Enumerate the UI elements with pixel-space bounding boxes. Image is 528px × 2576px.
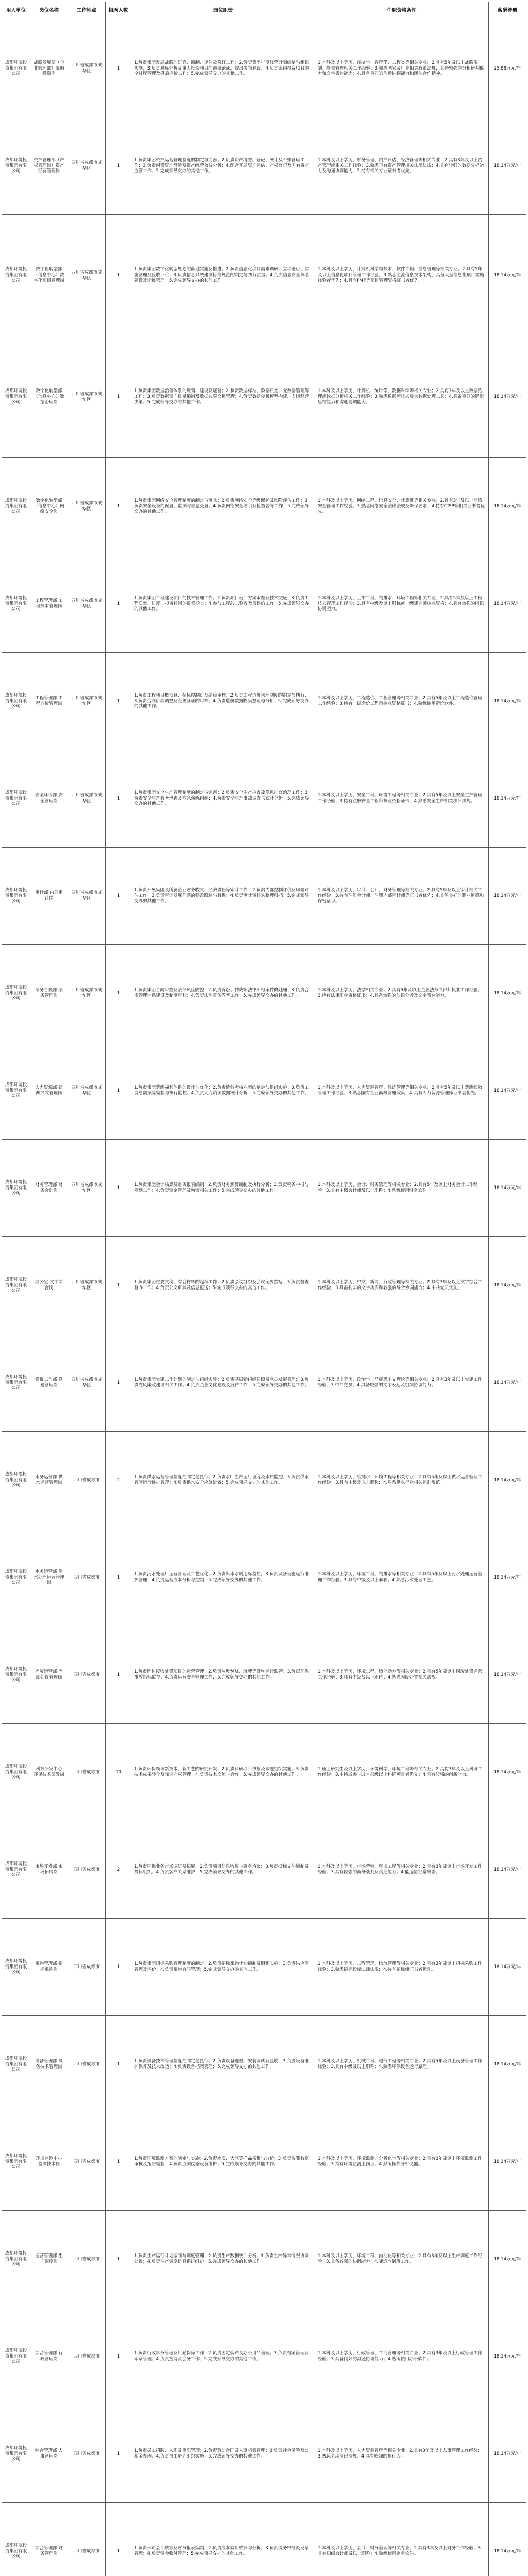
row-unit: 成都环境投资集团有限公司 [2,1919,30,2016]
row-requirements: 1.本科及以上学历，中文、新闻、行政管理等相关专业；2.具有3年及以上文字综合工作经验；3.具备扎实的文字功底和较强的综合协调能力；4.中共党员优先。 [315,1237,489,1334]
row-location: 四川省成都市 [68,1626,106,1724]
row-position: 水务运营部 污水处理运营管理岗 [30,1529,68,1626]
table-row [2,653,526,750]
row-salary: 18.14万元/年 [489,653,526,750]
row-count: 1 [106,848,131,945]
row-location: 四川省成都市成华区 [68,750,106,848]
row-duties: 1.负责集团重要文稿、综合材料的起草工作；2.负责会议组织及会议纪要撰写；3.负责督查督办工作；4.负责公文审核及信息报送；5.完成领导交办的其他工作。 [131,1237,315,1334]
table-row [2,2503,526,2576]
row-location: 四川省成都市成华区 [68,555,106,653]
row-unit: 成都环境投资集团有限公司 [2,20,30,117]
table-row [2,1432,526,1529]
row-position: 数字化转型部（信息中心）数字化项目管理岗 [30,215,68,336]
row-location: 四川省成都市 [68,1529,106,1626]
row-location: 四川省成都市 [68,2405,106,2503]
table-row [2,1140,526,1237]
row-salary: 18.14万元/年 [489,2308,526,2405]
row-duties: 1.负责公司会计核算及财务报表编制；2.负责成本费用核算与分析；3.负责税务申报及发票管理；4.负责资金收付管理；5.完成领导交办的其他工作。 [131,2503,315,2576]
row-salary: 18.14万元/年 [489,848,526,945]
row-requirements: 1.本科及以上学历，给排水、环境工程等相关专业；2.具有5年及以上供水运营管理工作经验；3.具有中级及以上职称；4.熟悉供水行业相关标准规范。 [315,1432,489,1529]
row-position: 人力资源部 薪酬绩效管理岗 [30,1042,68,1140]
row-location: 四川省成都市成华区 [68,1140,106,1237]
row-count: 1 [106,1626,131,1724]
row-requirements: 1.本科及以上学历，会计、财务管理等相关专业；2.具有3年及以上财务工作经验；3.具有初级会计师及以上职称；4.熟练使用财务软件。 [315,2503,489,2576]
row-duties: 1.负责集团网络安全管理制度的制定与落实；2.负责网络安全等级保护及风险评估工作；3.负责安全设备的配置、监测与应急处置；4.负责网络安全培训及检查督导工作；5.完成领导交办的其他工作。 [131,458,315,555]
row-count: 1 [106,215,131,336]
row-location: 四川省成都市 [68,2113,106,2211]
row-duties: 1.负责集团会计核算及财务报表编制；2.负责财务预算编制及执行分析；3.负责税务申报与筹划工作；4.负责资金管理及融资相关工作；5.完成领导交办的其他工作。 [131,1140,315,1237]
row-requirements: 1.本科及以上学历，网络工程、信息安全、计算机等相关专业；2.具有3年及以上网络安全管理工作经验；3.熟悉网络安全法律法规及等保要求；4.持有CISP等相关证书者优先。 [315,458,489,555]
row-salary: 18.14万元/年 [489,1432,526,1529]
row-salary: 18.14万元/年 [489,1821,526,1919]
row-count: 1 [106,1529,131,1626]
row-count: 1 [106,1042,131,1140]
row-requirements: 1.本科及以上学历，土木工程、给排水、环境工程等相关专业；2.具有5年及以上工程技术管理工作经验；3.具有中级及以上职称或一级建造师执业资格；4.具有较强的组织协调能力。 [315,555,489,653]
row-salary: 18.14万元/年 [489,1626,526,1724]
table-row [2,945,526,1042]
table-row [2,2405,526,2503]
row-requirements: 1.本科及以上学历，行政管理、工商管理等相关专业；2.具有3年及以上行政管理工作经验；3.具备良好的沟通协调能力；4.熟练使用办公软件。 [315,2308,489,2405]
row-salary: 18.14万元/年 [489,2503,526,2576]
table-row [2,1334,526,1432]
row-location: 四川省成都市成华区 [68,215,106,336]
row-unit: 成都环境投资集团有限公司 [2,1334,30,1432]
row-requirements: 1.本科及以上学历，环境工程、热能动力等相关专业；2.具有5年及以上固废处置运营工作经验；3.具有中级及以上职称；4.熟悉固废处置相关法规。 [315,1626,489,1724]
row-location: 四川省成都市成华区 [68,848,106,945]
row-position: 财务管理部 财务会计岗 [30,1140,68,1237]
row-count: 1 [106,750,131,848]
header-location: 工作地点 [68,2,106,20]
row-requirements: 1.本科及以上学历，环境监测、分析化学等相关专业；2.具有3年及以上环境监测工作经验；3.持有环境监测上岗证；4.熟练操作分析仪器。 [315,2113,489,2211]
row-requirements: 1.本科及以上学历，安全工程、环境工程等相关专业；2.具有5年及以上安全生产管理工作经验；3.持有注册安全工程师执业资格证书；4.熟悉安全生产相关法律法规。 [315,750,489,848]
table-row [2,1042,526,1140]
row-unit: 成都环境投资集团有限公司 [2,2113,30,2211]
row-unit: 成都环境投资集团有限公司 [2,1042,30,1140]
row-salary: 18.14万元/年 [489,1919,526,2016]
row-duties: 1.负责集团数据治理体系的规划、建设及运营；2.负责数据标准、数据质量、元数据管理等工作；3.负责数据资产目录编制及数据共享交换管理；4.负责数据分析模型构建，支撑经营决策；5.完成领导交办的其他工作。 [131,336,315,458]
row-location: 四川省成都市成华区 [68,20,106,117]
row-position: 法务合规部 法务管理岗 [30,945,68,1042]
recruitment-table [2,2,526,2576]
row-location: 四川省成都市成华区 [68,1237,106,1334]
row-requirements: 1.本科及以上学历，人力资源管理、经济管理等相关专业；2.具有5年及以上薪酬绩效管理工作经验；3.熟悉国有企业薪酬管理政策；4.具有人力资源管理师证书者优先。 [315,1042,489,1140]
row-unit: 成都环境投资集团有限公司 [2,1626,30,1724]
row-count: 1 [106,2308,131,2405]
row-salary: 18.14万元/年 [489,117,526,215]
row-salary: 18.14万元/年 [489,1724,526,1821]
row-unit: 成都环境投资集团有限公司 [2,555,30,653]
row-count: 1 [106,1140,131,1237]
row-unit: 成都环境投资集团有限公司 [2,1724,30,1821]
row-count: 1 [106,1334,131,1432]
row-count: 1 [106,2211,131,2308]
row-duties: 1.负责集团资产运营管理制度的制定与完善；2.负责资产清查、登记、统计及台账管理工作；3.负责闲置资产盘活及资产经营效益分析；4.配合开展资产评估、产权登记及国有资产监管工作；5.完成领导交办的其他工作。 [131,117,315,215]
row-count: 1 [106,117,131,215]
table-body [2,20,526,2576]
row-duties: 1.负责集团薪酬福利体系的设计与优化；2.负责绩效考核方案的制定与组织实施；3.负责工资总额预算编制与执行监控；4.负责人力资源数据统计分析；5.完成领导交办的其他工作。 [131,1042,315,1140]
row-location: 四川省成都市成华区 [68,117,106,215]
row-requirements: 1.本科及以上学历，会计、财务管理等相关专业；2.具有5年及以上财务会计工作经验；3.具有中级会计师及以上职称；4.熟练使用财务软件。 [315,1140,489,1237]
row-count: 2 [106,1432,131,1529]
row-location: 四川省成都市 [68,2503,106,2576]
table-row [2,336,526,458]
row-count: 10 [106,1724,131,1821]
row-position: 设备管理部 设备技术管理岗 [30,2016,68,2113]
row-requirements: 1.本科及以上学历，市场营销、环境工程等相关专业；2.具有3年及以上市场开发工作经验；3.具有较强的商务谈判及沟通能力；4.能适应经常出差。 [315,1821,489,1919]
row-position: 水务运营部 供水运营管理岗 [30,1432,68,1529]
row-position: 办公室 文字综合岗 [30,1237,68,1334]
row-salary: 18.14万元/年 [489,2016,526,2113]
row-requirements: 1.本科及以上学历，环境工程、给排水等相关专业；2.具有5年及以上污水处理运营管理工作经验；3.具有中级及以上职称；4.熟悉污水处理工艺。 [315,1529,489,1626]
row-location: 四川省成都市 [68,1919,106,2016]
row-duties: 1.负责设备技术管理制度的制定与执行；2.负责设备选型、安装调试及验收；3.负责设备维护保养及技术改造；4.负责设备档案管理；5.完成领导交办的其他工作。 [131,2016,315,2113]
row-unit: 成都环境投资集团有限公司 [2,1821,30,1919]
row-unit: 成都环境投资集团有限公司 [2,945,30,1042]
header-requirements: 任职资格条件 [315,2,489,20]
row-requirements: 1.本科及以上学历，环境工程、自动化等相关专业；2.具有3年及以上生产调度工作经验；3.具备较强的协调能力；4.能适应倒班工作。 [315,2211,489,2308]
table-row [2,1724,526,1821]
table-row [2,750,526,848]
row-salary: 18.14万元/年 [489,2405,526,2503]
table-row [2,1626,526,1724]
row-position: 安全环保部 安全管理岗 [30,750,68,848]
row-duties: 1.负责工程项目概预算、招标控制价及结算审核；2.负责工程造价管理制度的制定与执行；3.负责合同价款调整及变更签证的审核；4.负责造价数据收集整理与分析；5.完成领导交办的其他工作。 [131,653,315,750]
row-duties: 1.负责环保领域新技术、新工艺的研究开发；2.负责科研项目申报及课题组织实施；3.负责技术成果转化及知识产权管理；4.负责技术交流与合作；5.完成领导交办的其他工作。 [131,1724,315,1821]
row-duties: 1.负责污水处理厂运营管理及工艺优化；2.负责出水水质达标监控；3.负责设备设施运行维护管理；4.负责运营成本分析与控制；5.完成领导交办的其他工作。 [131,1529,315,1626]
row-location: 四川省成都市 [68,2211,106,2308]
row-count: 1 [106,2113,131,2211]
row-location: 四川省成都市成华区 [68,1334,106,1432]
table-row [2,1821,526,1919]
row-count: 1 [106,1919,131,2016]
header-position: 岗位名称 [30,2,68,20]
row-unit: 成都环境投资集团有限公司 [2,2211,30,2308]
row-requirements: 1.本科及以上学历，工程管理、物流管理等相关专业；2.具有3年及以上招标采购工作经验；3.熟悉招标投标法律法规；4.持有招标师证书者优先。 [315,1919,489,2016]
row-unit: 成都环境投资集团有限公司 [2,848,30,945]
row-unit: 成都环境投资集团有限公司 [2,336,30,458]
row-requirements: 1.本科及以上学历，人力资源管理等相关专业；2.具有3年及以上人事管理工作经验；3.熟悉劳动法律法规；4.具有较强的执行力。 [315,2405,489,2503]
row-salary: 18.14万元/年 [489,945,526,1042]
row-count: 1 [106,653,131,750]
row-requirements: 1.本科及以上学历，政治学、马克思主义理论等相关专业；2.具有3年及以上党建工作经验；3.中共党员；4.具备较强的文字表达及组织协调能力。 [315,1334,489,1432]
row-requirements: 1.本科及以上学历，机械工程、电气工程等相关专业；2.具有5年及以上设备管理工作经验；3.具有中级及以上职称；4.熟悉环保设备运行原理。 [315,2016,489,2113]
row-location: 四川省成都市 [68,2016,106,2113]
row-position: 工程管理部 工程造价管理岗 [30,653,68,750]
row-location: 四川省成都市成华区 [68,945,106,1042]
row-requirements: 1.本科及以上学历，经济学、管理学、工程类等相关专业；2.具有5年及以上战略规划、投资管理相关工作经验；3.熟悉国家及行业相关政策法规，具备较强的分析研判能力和文字表达能力；4.具备良好的沟通协调能力和团队合作精神。 [315,20,489,117]
table-row [2,20,526,117]
row-position: 综合管理部 行政管理岗 [30,2308,68,2405]
row-duties: 1.负责集团工程建设项目的技术管理工作；2.负责项目设计方案审查及技术交底；3.负责工程质量、进度、投资控制的监督检查；4.参与工程竣工验收及后评价工作；5.完成领导交办的其他工作。 [131,555,315,653]
header-unit: 用人单位 [2,2,30,20]
row-position: 环境监测中心 监测技术岗 [30,2113,68,2211]
row-salary: 18.14万元/年 [489,2113,526,2211]
row-unit: 成都环境投资集团有限公司 [2,2405,30,2503]
row-position: 数字化转型部（信息中心）数据治理岗 [30,336,68,458]
row-position: 综合管理部 人事管理岗 [30,2405,68,2503]
row-requirements: 1.本科及以上学历，计算机科学与技术、软件工程、信息管理等相关专业；2.具有5年及以上信息化项目管理工作经验；3.熟悉主流信息技术架构，具备大型信息化项目实施经验者优先；4.具有PMP等项目管理资格证书者优先。 [315,215,489,336]
table-row [2,2016,526,2113]
row-unit: 成都环境投资集团有限公司 [2,1237,30,1334]
row-location: 四川省成都市 [68,1432,106,1529]
row-requirements: 1.本科及以上学历，法学相关专业；2.具有5年及以上企业法务或律师执业工作经验；3.持有法律职业资格证书；4.具备较强的法律分析及文字表达能力。 [315,945,489,1042]
row-count: 1 [106,555,131,653]
row-position: 综合管理部 财务管理岗 [30,2503,68,2576]
row-duties: 1.负责行政事务管理及后勤保障工作；2.负责固定资产及办公用品管理；3.负责档案管理及印章管理；4.负责接待及会务工作；5.完成领导交办的其他工作。 [131,2308,315,2405]
row-duties: 1.负责集团招标采购管理制度的制定；2.负责招标采购计划编制及组织实施；3.负责供应商管理及评价；4.负责采购合同管理；5.完成领导交办的其他工作。 [131,1919,315,2016]
row-requirements: 1.本科及以上学历，工程造价、工程管理等相关专业；2.具有5年及以上工程造价管理工作经验；3.持有一级造价工程师执业资格证书；4.熟练使用造价软件。 [315,653,489,750]
row-salary: 18.14万元/年 [489,1334,526,1432]
row-duties: 1.负责集团数字化转型规划的落地实施及推进；2.负责信息化项目需求调研、立项论证、实施管理及验收评价；3.负责信息系统建设标准规范的制定与执行监督；4.负责信息安全体系建设及运维管理；5.完成领导交办的其他工作。 [131,215,315,336]
row-duties: 1.负责生产运行计划编制与调度管理；2.负责生产数据统计分析；3.负责生产异常情况协调处置；4.负责生产调度信息系统维护；5.完成领导交办的其他工作。 [131,2211,315,2308]
row-unit: 成都环境投资集团有限公司 [2,215,30,336]
row-position: 市场开发部 市场拓展岗 [30,1821,68,1919]
row-duties: 1.负责环保业务市场调研及拓展；2.负责项目信息收集与商务洽谈；3.负责投标文件编制及投标组织；4.负责客户关系维护；5.完成领导交办的其他工作。 [131,1821,315,1919]
row-duties: 1.负责固体废物处置项目的运营管理；2.负责垃圾焚烧、填埋等设施运行监管；3.负责环保排放指标监控；4.负责运营安全管理工作；5.完成领导交办的其他工作。 [131,1626,315,1724]
row-count: 1 [106,2405,131,2503]
row-unit: 成都环境投资集团有限公司 [2,750,30,848]
row-duties: 1.负责环境监测方案的制定与实施；2.负责水质、大气等样品采集与分析；3.负责监测数据审核及报告编制；4.负责监测仪器设备维护；5.完成领导交办的其他工作。 [131,2113,315,2211]
row-position: 审计部 内部审计岗 [30,848,68,945]
row-count: 1 [106,2016,131,2113]
row-count: 1 [106,20,131,117]
header-duties: 岗位职责 [131,2,315,20]
row-location: 四川省成都市 [68,2308,106,2405]
row-location: 四川省成都市 [68,1724,106,1821]
row-duties: 1.负责员工招聘、入职及离职管理；2.负责劳动合同及人事档案管理；3.负责社会保险及公积金办理；4.负责员工培训组织实施；5.完成领导交办的其他工作。 [131,2405,315,2503]
table-row [2,458,526,555]
row-count: 1 [106,945,131,1042]
row-salary: 18.14万元/年 [489,1042,526,1140]
row-salary: 18.14万元/年 [489,215,526,336]
row-salary: 18.14万元/年 [489,458,526,555]
table-header-row [2,2,526,20]
row-requirements: 1.本科及以上学历，审计、会计、财务管理等相关专业；2.具有5年及以上审计相关工作经验；3.持有注册会计师、注册内部审计师等证书者优先；4.具备良好的职业道德和保密意识。 [315,848,489,945]
row-requirements: 1.本科及以上学历，计算机、统计学、数据科学等相关专业；2.具有3年及以上数据治理或数据分析相关工作经验；3.熟悉数据库技术及大数据处理工具；4.具备良好的逻辑思维能力和沟通协调能力。 [315,336,489,458]
table-row [2,2113,526,2211]
row-position: 战略发展部（企业管理部）战略投资岗 [30,20,68,117]
row-position: 科技研发中心 环保技术研发岗 [30,1724,68,1821]
row-position: 采购管理部 招标采购岗 [30,1919,68,2016]
row-location: 四川省成都市成华区 [68,1042,106,1140]
row-position: 党群工作部 党建管理岗 [30,1334,68,1432]
row-count: 1 [106,2503,131,2576]
row-salary: 18.14万元/年 [489,336,526,458]
row-duties: 1.负责开展集团及所属企业财务收支、经济责任等审计工作；2.负责内部控制评价及风险评估工作；3.负责审计发现问题的整改跟踪与督促；4.负责审计资料的整理归档；5.完成领导交办的其他工作。 [131,848,315,945]
row-position: 固废运营部 固废处置管理岗 [30,1626,68,1724]
row-duties: 1.负责集团安全生产管理制度的制定与完善；2.负责安全生产检查及隐患排查治理工作；3.负责安全生产教育培训及应急演练组织；4.负责安全生产事故调查与统计分析；5.完成领导交办的其他工作。 [131,750,315,848]
row-duties: 1.负责集团发展战略的研究、编制、评估及修订工作；2.负责集团年度经营计划编制与组织实施；3.负责对标分析及重大投资项目的调研论证，提出决策建议；4.负责集团投资项目的全过程管理及投后评价工作；5.完成领导交办的其他工作。 [131,20,315,117]
row-position: 工程管理部 工程技术管理岗 [30,555,68,653]
row-count: 2 [106,1821,131,1919]
header-count: 招聘人数 [106,2,131,20]
table-row [2,2308,526,2405]
row-location: 四川省成都市成华区 [68,336,106,458]
row-count: 1 [106,1237,131,1334]
row-salary: 18.14万元/年 [489,2211,526,2308]
row-position: 运营管理部 生产调度岗 [30,2211,68,2308]
row-duties: 1.负责供水运营管理制度的制定与执行；2.负责水厂生产运行调度及水质监控；3.负责供水管网运行维护管理；4.负责供水安全应急处置；5.完成领导交办的其他工作。 [131,1432,315,1529]
row-unit: 成都环境投资集团有限公司 [2,1140,30,1237]
row-position: 资产管理部（产权管理岗）资产经营管理岗 [30,117,68,215]
row-unit: 成都环境投资集团有限公司 [2,1529,30,1626]
row-unit: 成都环境投资集团有限公司 [2,2503,30,2576]
table-row [2,1237,526,1334]
table-row [2,848,526,945]
row-duties: 1.负责集团合同审查及法律风险防控；2.负责诉讼、仲裁等法律纠纷案件的处理；3.负责合规管理体系建设及制度审核；4.负责法治宣传教育工作；5.完成领导交办的其他工作。 [131,945,315,1042]
table-row [2,1529,526,1626]
row-location: 四川省成都市成华区 [68,653,106,750]
table-row [2,2211,526,2308]
table-row [2,1919,526,2016]
row-count: 1 [106,336,131,458]
row-requirements: 1.硕士研究生及以上学历，环境科学、环境工程等相关专业；2.具有3年及以上科研工作经验；3.主持或参与过省部级以上科研项目者优先；4.具有较强的创新能力。 [315,1724,489,1821]
row-salary: 25.88万元/年 [489,20,526,117]
row-unit: 成都环境投资集团有限公司 [2,653,30,750]
row-salary: 18.14万元/年 [489,555,526,653]
table-row [2,215,526,336]
row-duties: 1.负责集团党建工作计划的制定与组织实施；2.负责基层党组织建设及党员发展管理；3.负责党风廉政建设相关工作；4.负责企业文化建设及宣传工作；5.完成领导交办的其他工作。 [131,1334,315,1432]
row-unit: 成都环境投资集团有限公司 [2,1432,30,1529]
row-salary: 18.14万元/年 [489,1237,526,1334]
row-position: 数字化转型部（信息中心）网络安全岗 [30,458,68,555]
row-unit: 成都环境投资集团有限公司 [2,458,30,555]
row-salary: 18.14万元/年 [489,750,526,848]
row-salary: 18.14万元/年 [489,1140,526,1237]
row-requirements: 1.本科及以上学历，财务管理、资产评估、经济管理等相关专业；2.具有3年及以上资产管理或相关工作经验；3.熟悉国有资产管理相关法律法规；4.具有较强的数据分析能力及沟通协调能力；5.持有相关专业证书者优先。 [315,117,489,215]
row-salary: 18.14万元/年 [489,1529,526,1626]
row-location: 四川省成都市 [68,1821,106,1919]
table-row [2,555,526,653]
row-location: 四川省成都市成华区 [68,458,106,555]
header-salary: 薪酬待遇 [489,2,526,20]
row-unit: 成都环境投资集团有限公司 [2,2016,30,2113]
table-row [2,117,526,215]
row-count: 1 [106,458,131,555]
row-unit: 成都环境投资集团有限公司 [2,117,30,215]
row-unit: 成都环境投资集团有限公司 [2,2308,30,2405]
